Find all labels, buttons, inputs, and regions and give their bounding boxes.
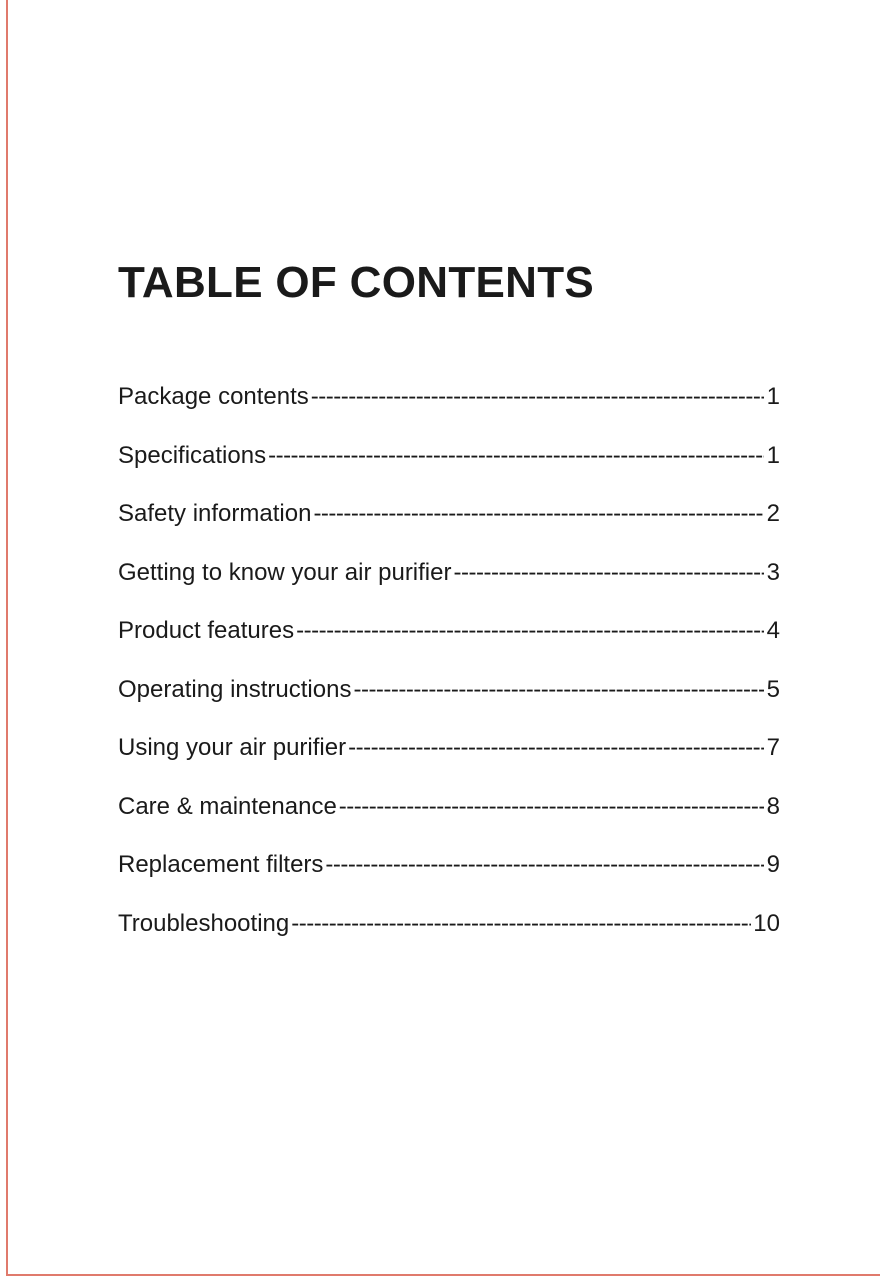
toc-dot-leader bbox=[296, 617, 764, 645]
toc-entry-page-number: 4 bbox=[766, 617, 780, 644]
toc-entry-label: Specifications bbox=[118, 441, 267, 469]
toc-dot-leader bbox=[268, 442, 764, 470]
toc-entry-page-number: 3 bbox=[766, 558, 780, 586]
toc-entry-page-number: 8 bbox=[766, 792, 780, 820]
toc-entry-label: Troubleshooting bbox=[118, 909, 290, 937]
page-border-left bbox=[6, 0, 8, 1276]
toc-entry-getting-to-know bbox=[118, 559, 780, 618]
toc-dot-leader bbox=[313, 500, 764, 528]
toc-dot-leader bbox=[339, 793, 764, 821]
toc-entry-package-contents bbox=[118, 383, 780, 442]
page-title: TABLE OF CONTENTS bbox=[118, 258, 595, 307]
toc-entry-using-your-air-purifier bbox=[118, 734, 780, 793]
page-border-bottom bbox=[6, 1274, 880, 1276]
toc-entry-label: Package contents bbox=[118, 383, 309, 410]
toc-entry-label: Getting to know your air purifier bbox=[118, 558, 452, 586]
toc-entry-troubleshooting bbox=[118, 910, 780, 969]
toc-entry-page-number: 1 bbox=[766, 441, 780, 469]
toc-entry-safety-information bbox=[118, 500, 780, 559]
toc-entry-page-number: 9 bbox=[766, 851, 780, 878]
toc-entry-operating-instructions bbox=[118, 676, 780, 735]
toc-entry-label: Replacement filters bbox=[118, 851, 324, 878]
toc-entry-label: Using your air purifier bbox=[118, 734, 347, 761]
toc-entry-page-number: 7 bbox=[766, 734, 780, 761]
toc-entry-product-features bbox=[118, 617, 780, 676]
toc-entry-label: Operating instructions bbox=[118, 675, 352, 703]
toc-entry-label: Safety information bbox=[118, 500, 312, 527]
toc-entry-page-number: 2 bbox=[766, 500, 780, 527]
toc-dot-leader bbox=[348, 734, 764, 762]
table-of-contents bbox=[118, 383, 780, 968]
toc-entry-page-number: 5 bbox=[766, 675, 780, 703]
toc-entry-replacement-filters bbox=[118, 851, 780, 910]
toc-entry-page-number: 10 bbox=[753, 909, 780, 937]
toc-entry-label: Product features bbox=[118, 617, 295, 644]
toc-entry-specifications bbox=[118, 442, 780, 501]
toc-dot-leader bbox=[311, 383, 764, 411]
toc-dot-leader bbox=[453, 559, 764, 587]
toc-entry-label: Care & maintenance bbox=[118, 792, 337, 820]
toc-entry-care-maintenance bbox=[118, 793, 780, 852]
toc-dot-leader bbox=[325, 851, 764, 879]
toc-dot-leader bbox=[353, 676, 764, 704]
toc-entry-page-number: 1 bbox=[766, 383, 780, 410]
toc-dot-leader bbox=[291, 910, 751, 938]
